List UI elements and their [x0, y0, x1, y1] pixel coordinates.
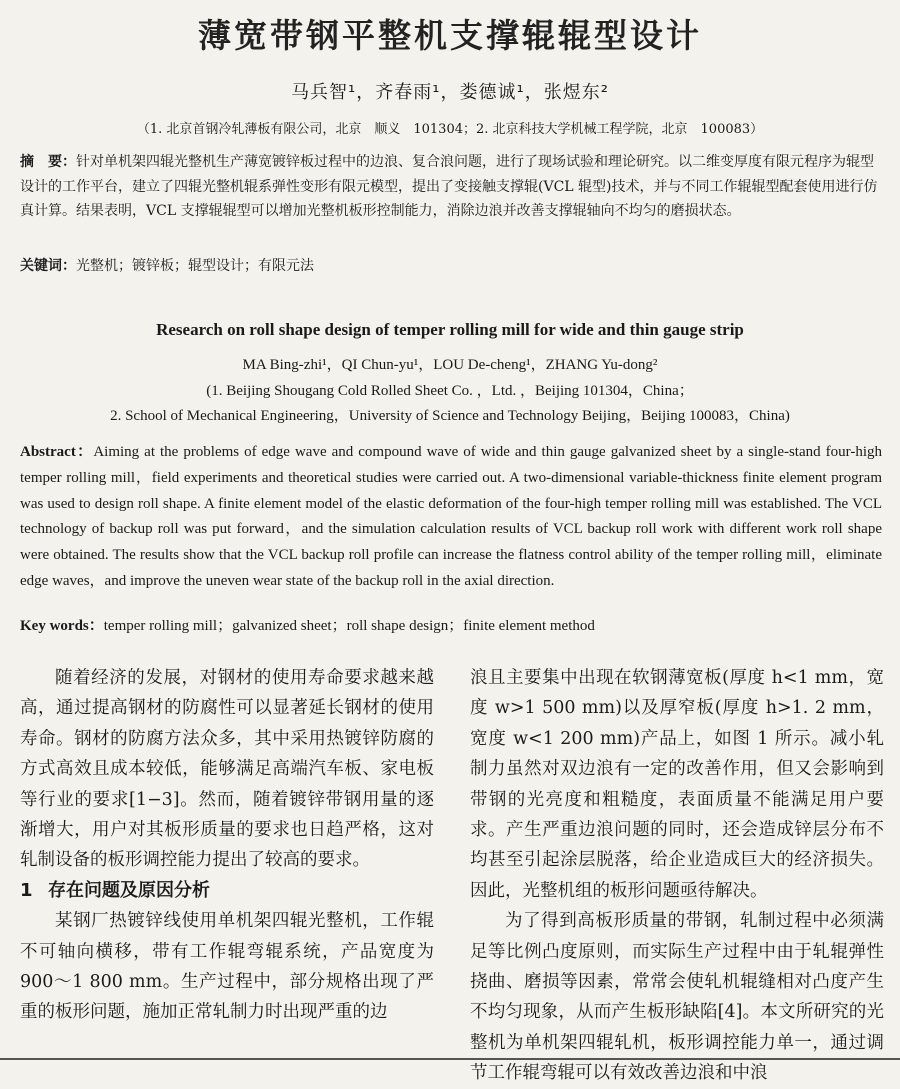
- authors-cn: 马兵智¹，齐春雨¹，娄德诚¹，张煜东²: [291, 82, 609, 103]
- abstract-cn: [20, 150, 882, 224]
- section-heading: [20, 876, 434, 906]
- abstract-en-label: Abstract：: [20, 444, 94, 460]
- section-title: 存在问题及原因分析: [48, 879, 210, 901]
- keywords-cn: [20, 254, 882, 279]
- section-number: 1: [20, 879, 33, 901]
- keywords-en-label: Key words：: [20, 618, 104, 634]
- body-column-left: [20, 663, 434, 1028]
- abstract-en: [20, 440, 882, 595]
- abstract-en-text: Aiming at the problems of edge wave and compound wave of wide and thin gauge galvanized sheet by a single-stand four-high temper rolling mill，field experiments and theoretical studies were carried out. A two-dimensional variable-thickness finite element program was used to design roll shape. A finite element model of the elastic deformation of the four-high temper rolling mill was established. The VCL technology of backup roll was put forward，and the simulation calculation results of VCL backup roll work with different work roll shape were obtained. The results show that the VCL backup roll profile can increase the flatness control ability of the temper rolling mill，eliminate edge waves，and improve the uneven wear state of the backup roll in the axial direction.: [20, 444, 882, 589]
- affiliation-en-1: (1. Beijing Shougang Cold Rolled Sheet Co. ，Ltd. ，Beijing 101304，China；: [206, 383, 694, 399]
- paper-title-en: Research on roll shape design of temper rolling mill for wide and thin gauge strip: [156, 320, 744, 339]
- body-column-right: [470, 663, 884, 1089]
- body-paragraph: 为了得到高板形质量的带钢，轧制过程中必须满足等比例凸度原则，而实际生产过程中由于轧辊弹性挠曲、磨损等因素，常常会使轧机辊缝相对凸度产生不均匀现象，从而产生板形缺陷[4]。本文所研究的光整机为单机架四辊轧机，板形调控能力单一，通过调节工作辊弯辊可以有效改善边浪和中浪: [470, 911, 884, 1084]
- keywords-en-text: temper rolling mill；galvanized sheet；roll shape design；finite element method: [103, 618, 595, 634]
- affiliation-cn: （1. 北京首钢冷轧薄板有限公司，北京 顺义 101304；2. 北京科技大学机械工程学院，北京 100083）: [136, 122, 764, 137]
- abstract-cn-text: 针对单机架四辊光整机生产薄宽镀锌板过程中的边浪、复合浪问题，进行了现场试验和理论研究。以二维变厚度有限元程序为辊型设计的工作平台，建立了四辊光整机辊系弹性变形有限元模型，提出了变接触支撑辊(VCL 辊型)技术，并与不同工作辊辊型配套使用进行仿真计算。结果表明，VCL 支撑辊辊型可以增加光整机板形控制能力，消除边浪并改善支撑辊轴向不均匀的磨损状态。: [20, 154, 878, 219]
- body-paragraph: 某钢厂热镀锌线使用单机架四辊光整机，工作辊不可轴向横移，带有工作辊弯辊系统，产品宽度为 900～1 800 mm。生产过程中，部分规格出现了严重的板形问题，施加正常轧制力时出现严重的边: [20, 911, 434, 1023]
- paper-title: 薄宽带钢平整机支撑辊辊型设计: [198, 16, 702, 55]
- abstract-cn-label: 摘 要：: [20, 154, 76, 170]
- body-paragraph: 随着经济的发展，对钢材的使用寿命要求越来越高，通过提高钢材的防腐性可以显著延长钢材的使用寿命。钢材的防腐方法众多，其中采用热镀锌防腐的方式高效且成本较低，能够满足高端汽车板、家电板等行业的要求[1−3]。然而，随着镀锌带钢用量的逐渐增大，用户对其板形质量的要求也日趋严格，这对轧制设备的板形调控能力提出了较高的要求。: [20, 668, 434, 871]
- body-paragraph: 浪且主要集中出现在软钢薄宽板(厚度 h<1 mm，宽度 w>1 500 mm)以及厚窄板(厚度 h>1. 2 mm，宽度 w<1 200 mm)产品上，如图 1 所示。减小轧制力虽然对双边浪有一定的改善作用，但又会影响到带钢的光亮度和粗糙度，表面质量不能满足用户要求。产生严重边浪问题的同时，还会造成锌层分布不均甚至引起涂层脱落，给企业造成巨大的经济损失。因此，光整机组的板形问题亟待解决。: [470, 668, 884, 901]
- keywords-en: [20, 614, 882, 638]
- affiliation-en-2: 2. School of Mechanical Engineering，University of Science and Technology Beijing，Beijing 100083，China): [110, 408, 790, 424]
- keywords-cn-label: 关键词：: [20, 258, 76, 274]
- keywords-cn-text: 光整机；镀锌板；辊型设计；有限元法: [76, 258, 314, 274]
- authors-en: MA Bing-zhi¹，QI Chun-yu¹，LOU De-cheng¹，ZHANG Yu-dong²: [242, 357, 658, 373]
- page-bottom-rule: [0, 1058, 900, 1060]
